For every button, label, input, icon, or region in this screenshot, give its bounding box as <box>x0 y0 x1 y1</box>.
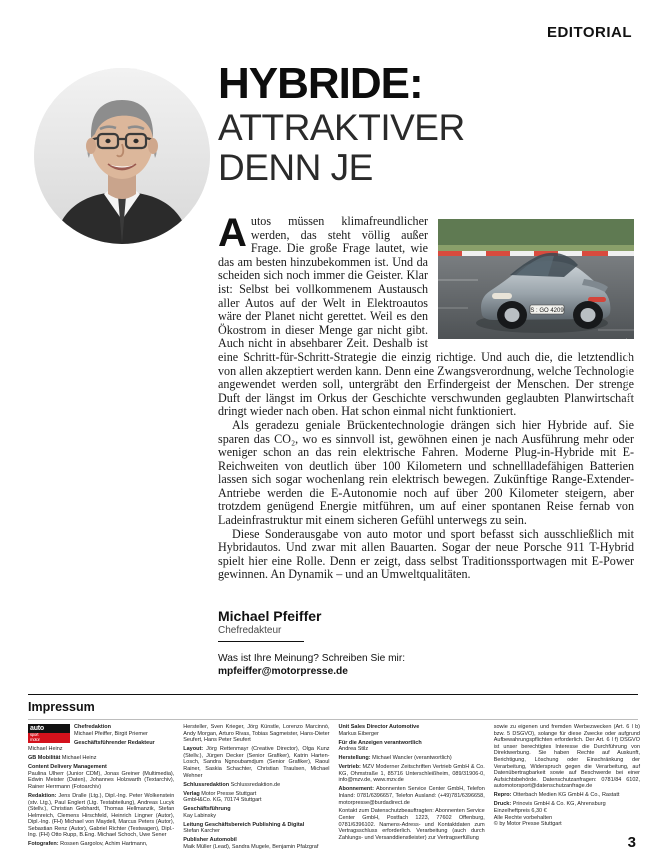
impressum-entry: Druck: Prinovis GmbH & Co. KG, Ahrensburg Einzelheftpreis 6,30 € Alle Rechte vorbehalten © by Motor Presse Stuttgart <box>493 801 606 828</box>
impressum-entry: Content Delivery Management Paulina Ulherr (Junior CDM), Jonas Greiner (Multimedia), Edwin Meister (Daten), Johannes Holzwarth (Textarchiv), Rainer Herrmann (Fotoarchiv) <box>28 764 175 790</box>
impressum-entry: Kontakt zum Datenschutzbeauftragten: Abonnenten Service Center GmbH, Postfach 1223, 77602 Offenburg, 0781/6396102. Namens-Adress- und Kontaktdaten zum Vertragsschluss erforderlich. Verarbeitung (auch durch Zahlungs- und Versanddienstleister) zur Vertragserfüllung <box>338 808 485 841</box>
impressum-entry: GB Mobilität Michael Heinz <box>28 755 97 762</box>
impressum-column-4-body <box>494 724 640 828</box>
impressum-entry: Geschäftsführung Kay Labinsky <box>183 806 231 819</box>
article-paragraph-2: Als geradezu geniale Brückentechnologie drängen sich hier Hybride auf. Sie sparen das CO₂, wo es sinnvoll ist, gewöhnen einen je nach Ausführung mehr oder weniger schon an das rein elektrische Fahren. Moderne Plug-in-Hybride mit E-Reichweiten von deutlich über 100 Kilometern und schnellladefähigen Batterien lassen sich sogar wochenlang rein elektrisch bewegen. Zukünftige Range-Extender-Antriebe werden die E-Autonomie noch auf über 200 Kilometer steigern, aber trotzdem genügend Energie mitführen, um auf einer spontanen Reise fernab von Ladeinfrastruktur mit einem sicheren Gefühl unterwegs zu sein. <box>218 417 634 528</box>
impressum-column-2-body <box>183 724 329 850</box>
impressum-top-rule <box>28 694 638 695</box>
headline-line-3: DENN JE <box>218 147 373 188</box>
impressum-column-3 <box>339 724 485 853</box>
impressum-entry: Für die Anzeigen verantwortlich Andrea Stilz <box>338 739 422 753</box>
author-portrait <box>34 68 210 244</box>
impressum-entry: Hersteller, Sven Krieger, Jörg Künstle, Lorenzo Marcinnò, Andy Morgan, Arturo Rivas, Tobias Sagmeister, Hans-Dieter Seufert, Hans Peter Seufert <box>183 724 330 744</box>
magazine-logo <box>28 724 70 743</box>
page-number: 3 <box>627 834 636 851</box>
impressum-column-1 <box>28 724 174 853</box>
impressum-entry: sowie zu eigenen und fremden Werbezwecken (Art. 6 l b) bzw. 5 DSGVO), solange für diese Zwecke oder aufgrund Aufbewahrungspflichten erforderlich. Der Art. 6 l f) DSGVO ist unser berechtigtes Interesse die Durchführung von Direktwerbung. Sie haben Rechte auf Auskunft, Berichtigung, Löschung oder Einschränkung der Verarbeitung, Widerspruch gegen die Verarbeitung, auf Datenübertragbarkeit sowie auf Beschwerde bei einer Aufsichtsbehörde. Datenschutzanfragen: 0781/84 6102, automotorsport@datenschutzanfrage.de <box>493 724 640 790</box>
impressum-entry: Publisher Automobil Maik Müller (Lead), Sandra Mugele, Benjamin Pfalzgraf <box>183 837 319 850</box>
impressum-entry: Leitung Geschäftsbereich Publishing & Digital Stefan Karcher <box>183 821 305 835</box>
contact-prompt: Was ist Ihre Meinung? Schreiben Sie mir: <box>218 653 406 664</box>
impressum-sub-rule <box>28 719 638 720</box>
impressum-entry: Fotografen: Rossen Gargolov, Achim Hartmann, <box>28 841 148 848</box>
headline-line-2: ATTRAKTIVER <box>218 107 465 148</box>
impressum-entry: Schlussredaktion Schlussredaktion.de <box>183 781 281 788</box>
contact-block <box>218 652 548 678</box>
impressum-columns <box>28 724 640 853</box>
author-name: Michael Pfeiffer <box>218 608 322 624</box>
impressum-entry: Geschäftsführender Redakteur Michael Heinz <box>28 739 155 753</box>
impressum-entry: Chefredaktion Michael Pfeiffer, Birgit Priemer <box>74 724 148 737</box>
headline <box>218 59 638 188</box>
impressum-entry: Abonnement: Abonnenten Service Center GmbH, Telefon Inland: 0781/6396657, Telefon Ausland: (+49)781/6396658, motorpresse@burdadirect.de <box>338 786 485 806</box>
signature-block <box>218 608 518 642</box>
photo-credit: Foto: Rossen Gargolov <box>624 339 632 406</box>
logo-line-bottom <box>28 733 70 743</box>
page-kicker: EDITORIAL <box>546 24 632 41</box>
article-paragraph-1-text: utos müssen klimafreundlicher werden, das steht völlig außer Frage. Die große Frage lautet, wie das am besten hinzubekommen ist. Und da scheiden sich noch immer die Geister. Klar ist: Selbst bei vollkommenem Austausch aller Autos auf der Welt in Elektroautos wäre der Planet nicht gerettet. Weil es den Ökostrom in dieser Menge gar nicht gibt. Auch nicht in absehbarer Zeit. Deshalb ist eine Schritt-für-Schritt-Strategie die einzig richtige. Und auch die, die letztendlich von allen akzeptiert werden kann. Denn eine Zwangsverordnung, welche Technologie angewendet werden soll, untergräbt den Erfindergeist der Menschen. Der strenge Duft der längst im Orkus der Geschichte verschwunden geglaubten Planwirtschaft dringt wieder nach oben. Hat schon einmal nicht funktioniert. <box>218 214 634 419</box>
car-photo <box>438 219 634 406</box>
article-paragraph-3: Diese Sonderausgabe von auto motor und sport befasst sich ausschließlich mit Hybridautos. Und zwar mit allen Bauarten. Sogar der neue Porsche 911 T-Hybrid spielt hier eine Rolle. Denn er zeigt, dass selbst Traditionssportwagen mit E-Power gewinnen. An Dynamik – und an Umweltqualitäten. <box>218 526 634 582</box>
impressum-title: Impressum <box>28 700 95 714</box>
impressum-entry: Repro: Otterbach Medien KG GmbH & Co., Rastatt <box>493 792 620 799</box>
signature-divider <box>218 641 304 642</box>
car-photo-illustration <box>438 219 634 339</box>
impressum-entry: Vertrieb: MZV Moderner Zeitschriften Vertrieb GmbH & Co. KG, Ohmstraße 1, 85716 Unterschleißheim, 089/31906-0, info@mzv.de, www.mzv.de <box>338 764 485 784</box>
impressum-column-2 <box>183 724 329 853</box>
portrait-illustration <box>34 68 210 244</box>
logo-line-top: auto <box>28 724 70 733</box>
impressum-entry: Redaktion: Jens Dralle (Ltg.), Dipl.-Ing. Peter Wolkenstein (stv. Ltg.), Paul Englert (Ltg. Testabteilung), Andreas Lucyk (Stellv.), Christian Gebhardt, Thomas Hellmanzik, Stefan Helmreich, Clemens Hirschfeld, Heinrich Lingner (Autor), Dipl.-Ing. (FH) Michael von Maydell, Marcus Peters (Autor), Sebastian Renz (Autor), Gabriel Richter (Testwagen), Dipl.-Ing. (FH) Otto Rupp, B.Eng. Michael Schoch, Uwe Sener <box>28 792 175 839</box>
logo-sub: sport <box>30 732 39 737</box>
impressum-entry: Layout: Jörg Rettenmayr (Creative Director), Olga Kunz (Stellv.), Jürgen Decker (Senior Grafiker), Katrin Harten-Losch, Sandra Ngnoubamdjum (Senior Grafiker), Raoul Rainer, Saskia Schachter, Christian Traulsen, Michael Wehner <box>183 746 330 779</box>
impressum-entry: Unit Sales Director Automotive Markus Eiberger <box>338 724 420 737</box>
contact-email[interactable]: mpfeiffer@motorpresse.de <box>218 666 348 677</box>
impressum-column-3-body <box>339 724 485 841</box>
article-body <box>218 211 634 582</box>
svg-text:S : GO 4209: S : GO 4209 <box>530 308 564 314</box>
headline-main: HYBRIDE: <box>218 59 423 108</box>
author-role: Chefredakteur <box>218 625 282 636</box>
drop-cap: A <box>218 211 247 255</box>
impressum-entry: Herstellung: Michael Wancler (verantwortlich) <box>338 755 452 762</box>
impressum-entry: Verlag Motor Presse Stuttgart GmbH&Co. KG, 70174 Stuttgart <box>183 790 262 804</box>
impressum-column-4 <box>494 724 640 853</box>
logo-main: motor <box>30 736 40 742</box>
